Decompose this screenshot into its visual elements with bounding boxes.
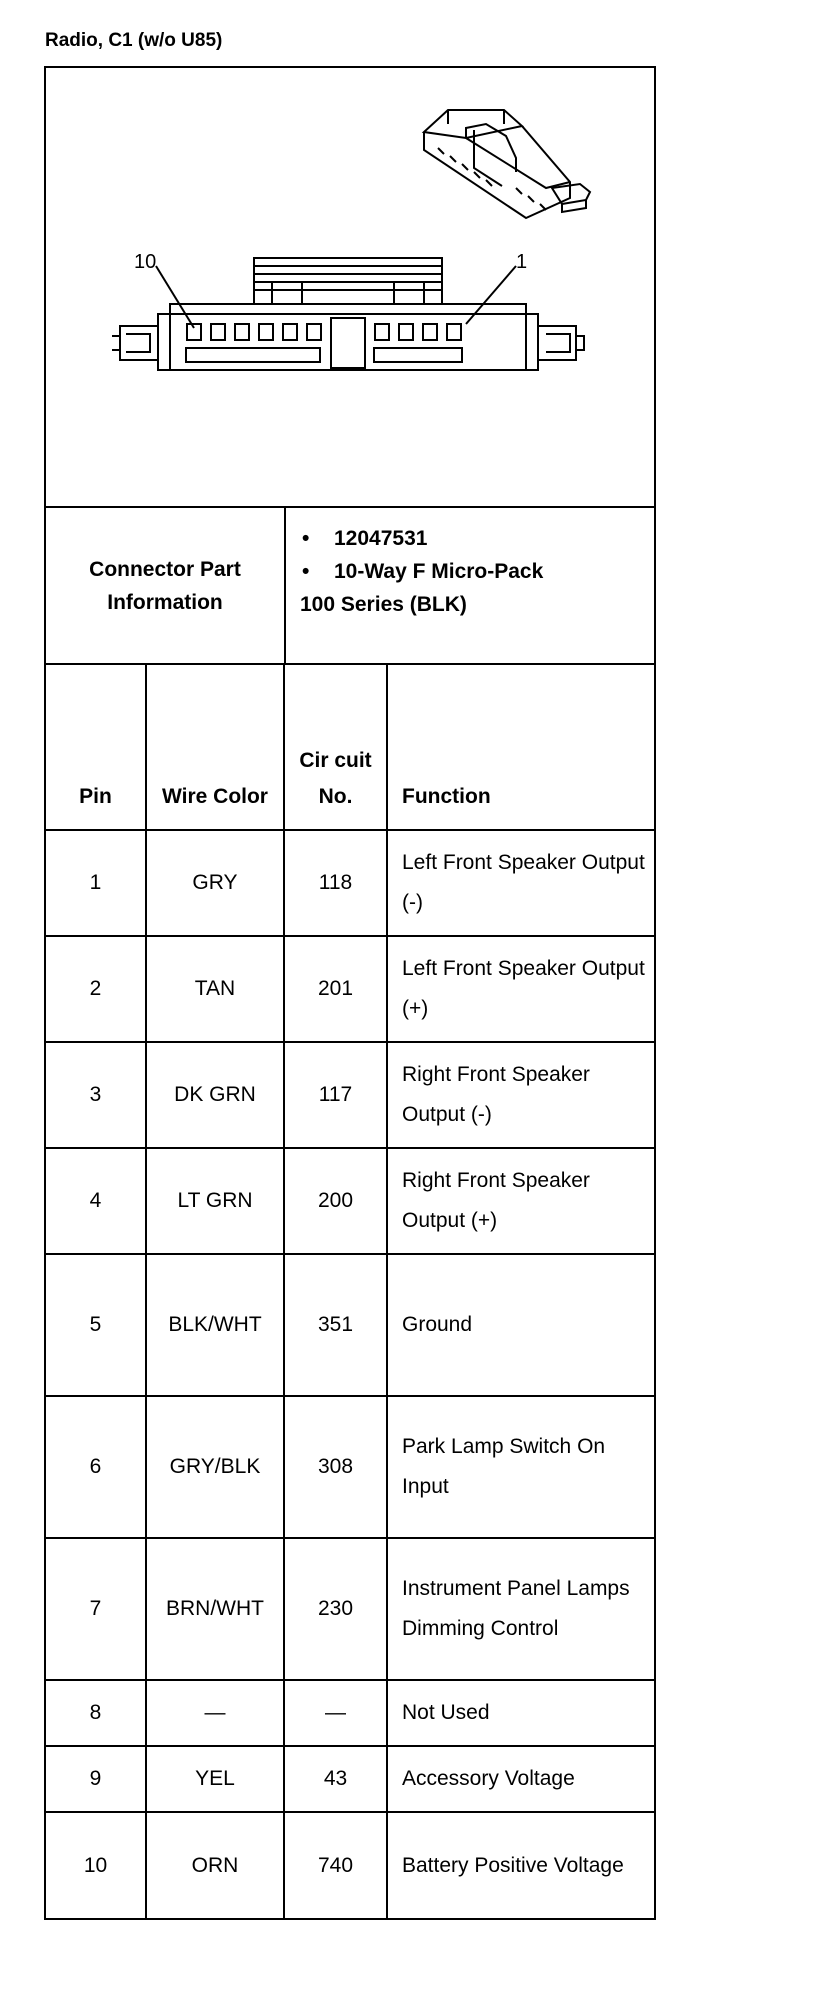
circuit-cell: 201 — [284, 936, 387, 1042]
table-header-row — [46, 665, 654, 830]
wire-color-cell: TAN — [146, 936, 284, 1042]
wire-color-cell: GRY — [146, 830, 284, 936]
circuit-cell: 200 — [284, 1148, 387, 1254]
wire-color-cell: — — [146, 1680, 284, 1746]
pin-cell: 5 — [46, 1254, 146, 1396]
connector-front-view — [112, 258, 584, 370]
connector-info-label: Connector Part Information — [46, 508, 286, 663]
table-row — [46, 1396, 654, 1538]
circuit-cell: 230 — [284, 1538, 387, 1680]
page-title: Radio, C1 (w/o U85) — [45, 30, 223, 51]
pin-cell: 1 — [46, 830, 146, 936]
pin-1-label: 1 — [516, 251, 528, 273]
wire-color-cell: BLK/WHT — [146, 1254, 284, 1396]
pin-cell: 2 — [46, 936, 146, 1042]
pin-cell: 10 — [46, 1812, 146, 1918]
pin-cell: 8 — [46, 1680, 146, 1746]
table-row — [46, 830, 654, 936]
table-row — [46, 1538, 654, 1680]
pin-cell: 4 — [46, 1148, 146, 1254]
function-cell: Battery Positive Voltage — [387, 1812, 654, 1918]
table-row — [46, 1812, 654, 1918]
header-pin: Pin — [46, 665, 146, 830]
table-row — [46, 1254, 654, 1396]
table-row — [46, 1148, 654, 1254]
function-cell: Left Front Speaker Output (-) — [387, 830, 654, 936]
header-wire-color: Wire Color — [146, 665, 284, 830]
pin-10-label: 10 — [134, 251, 157, 273]
pin-cell: 6 — [46, 1396, 146, 1538]
connector-info-values — [286, 508, 654, 663]
function-cell: Ground — [387, 1254, 654, 1396]
connector-3d-view — [424, 110, 590, 218]
table-row — [46, 1746, 654, 1812]
circuit-cell: 740 — [284, 1812, 387, 1918]
table-row — [46, 936, 654, 1042]
connector-drawing — [46, 68, 654, 506]
function-cell: Park Lamp Switch On Input — [387, 1396, 654, 1538]
connector-diagram — [46, 68, 654, 508]
circuit-cell: 43 — [284, 1746, 387, 1812]
table-row — [46, 1680, 654, 1746]
pin-cell: 3 — [46, 1042, 146, 1148]
table-row — [46, 1042, 654, 1148]
wire-color-cell: DK GRN — [146, 1042, 284, 1148]
header-function: Function — [387, 665, 654, 830]
function-cell: Accessory Voltage — [387, 1746, 654, 1812]
wire-color-cell: BRN/WHT — [146, 1538, 284, 1680]
circuit-cell: — — [284, 1680, 387, 1746]
wire-color-cell: GRY/BLK — [146, 1396, 284, 1538]
function-cell: Right Front Speaker Output (-) — [387, 1042, 654, 1148]
connector-description: • 10-Way F Micro-Pack — [300, 555, 654, 588]
wire-color-cell: LT GRN — [146, 1148, 284, 1254]
header-circuit: Cir cuit No. — [284, 665, 387, 830]
function-cell: Not Used — [387, 1680, 654, 1746]
function-cell: Left Front Speaker Output (+) — [387, 936, 654, 1042]
circuit-cell: 351 — [284, 1254, 387, 1396]
wire-color-cell: YEL — [146, 1746, 284, 1812]
connector-info — [46, 508, 654, 665]
function-cell: Instrument Panel Lamps Dimming Control — [387, 1538, 654, 1680]
wire-color-cell: ORN — [146, 1812, 284, 1918]
circuit-cell: 118 — [284, 830, 387, 936]
function-cell: Right Front Speaker Output (+) — [387, 1148, 654, 1254]
circuit-cell: 117 — [284, 1042, 387, 1148]
pin-cell: 7 — [46, 1538, 146, 1680]
pin-cell: 9 — [46, 1746, 146, 1812]
circuit-cell: 308 — [284, 1396, 387, 1538]
connector-sheet — [44, 66, 656, 1920]
connector-series: 100 Series (BLK) — [300, 593, 467, 616]
part-number: • 12047531 — [300, 522, 654, 555]
pinout-table — [46, 665, 654, 1918]
